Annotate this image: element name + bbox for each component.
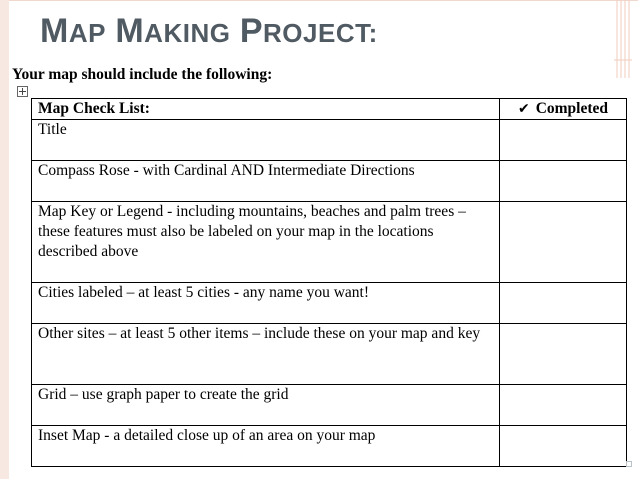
title-initial-3: P [239, 12, 264, 50]
header-map-check-list: Map Check List: [32, 99, 500, 120]
slide-number-marker [626, 461, 632, 467]
title-initial-2: M [115, 12, 145, 50]
row-item-compass-rose: Compass Rose - with Cardinal AND Intermediate Directions [32, 161, 500, 202]
row-item-grid: Grid – use graph paper to create the grid [32, 385, 500, 426]
table-row [32, 161, 627, 202]
row-completed-cell[interactable] [500, 426, 627, 467]
page-title [40, 12, 378, 51]
row-item-cities: Cities labeled – at least 5 cities - any name you want! [32, 283, 500, 324]
title-initial-1: M [40, 12, 69, 50]
row-item-title: Title [32, 120, 500, 161]
row-completed-cell[interactable] [500, 283, 627, 324]
row-item-inset-map: Inset Map - a detailed close up of an area on your map [32, 426, 500, 467]
row-completed-cell[interactable] [500, 324, 627, 385]
table-row [32, 426, 627, 467]
top-rule [9, 0, 638, 1]
table-row [32, 283, 627, 324]
table-row [32, 202, 627, 283]
title-rest-1: AP [68, 18, 106, 48]
table-row [32, 120, 627, 161]
row-completed-cell[interactable] [500, 202, 627, 283]
table-header-row [32, 99, 627, 120]
title-rest-2: AKING [144, 18, 231, 48]
header-completed-label: Completed [535, 100, 609, 117]
intro-text: Your map should include the following: [12, 66, 273, 83]
table-row [32, 324, 627, 385]
row-completed-cell[interactable] [500, 120, 627, 161]
move-cross-icon [18, 87, 27, 96]
title-rest-3: ROJECT: [263, 18, 378, 48]
check-mark-icon: ✔ [517, 101, 530, 117]
side-bar [0, 0, 9, 479]
map-checklist-table [31, 98, 627, 467]
corner-decoration-icon [614, 0, 632, 78]
row-completed-cell[interactable] [500, 161, 627, 202]
header-completed [500, 99, 627, 120]
row-completed-cell[interactable] [500, 385, 627, 426]
table-move-handle[interactable] [17, 86, 28, 97]
row-item-other-sites: Other sites – at least 5 other items – include these on your map and key [32, 324, 500, 385]
row-item-map-key: Map Key or Legend - including mountains, beaches and palm trees – these features must also be labeled on your map in the locations described above [32, 202, 500, 283]
table-row [32, 385, 627, 426]
